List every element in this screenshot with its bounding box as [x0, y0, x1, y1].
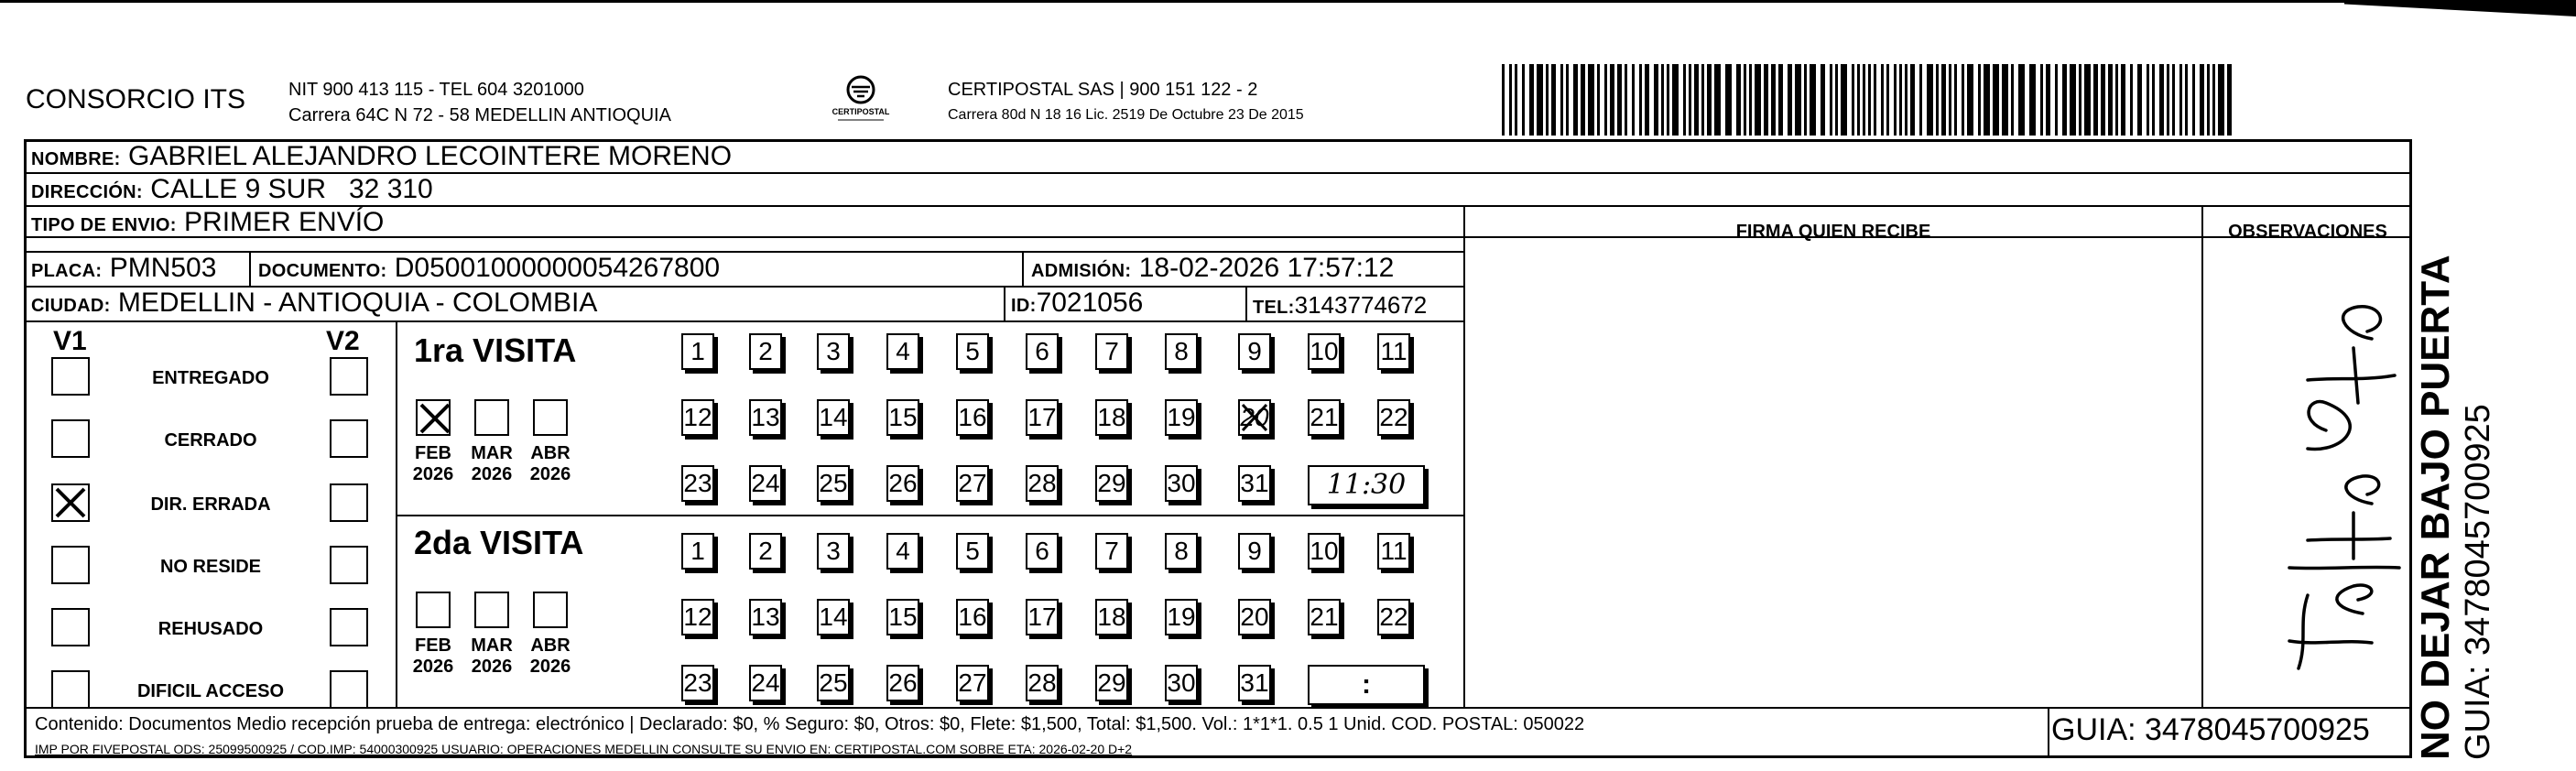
second-visit-title: 2da VISITA: [414, 524, 584, 561]
admision-label: ADMISIÓN:: [1031, 261, 1132, 281]
direccion-row: [31, 176, 433, 206]
month-name: MAR: [471, 635, 513, 656]
day-box[interactable]: 28: [1026, 665, 1059, 701]
day-box[interactable]: 20: [1238, 599, 1271, 635]
month-checkbox[interactable]: [416, 399, 451, 436]
status-label: ENTREGADO: [152, 368, 269, 388]
barcode-bar: [2084, 64, 2091, 136]
row-divider: [24, 707, 2412, 709]
day-box[interactable]: 19: [1165, 599, 1198, 635]
day-box[interactable]: 3: [817, 533, 850, 570]
col-divider: [1245, 286, 1247, 320]
col-divider: [1004, 286, 1005, 320]
month-year: 2026: [412, 657, 454, 677]
sender-address: Carrera 64C N 72 - 58 MEDELLIN ANTIOQUIA: [288, 105, 671, 125]
month-checkbox[interactable]: [533, 399, 568, 436]
col-divider: [2201, 207, 2203, 707]
month-label: [406, 635, 461, 678]
month-name: ABR: [530, 443, 571, 463]
time-box[interactable]: 11:30: [1308, 465, 1425, 505]
id-row: [1011, 289, 1143, 320]
status-label: DIR. ERRADA: [150, 494, 271, 515]
placa-row: [31, 255, 216, 285]
month-name: FEB: [415, 635, 451, 656]
month-label: [464, 635, 519, 678]
day-box[interactable]: 17: [1026, 599, 1059, 635]
month-label: [464, 443, 519, 485]
documento-value: D05001000000054267800: [394, 253, 721, 283]
day-box[interactable]: 25: [817, 465, 850, 502]
row-divider: [24, 320, 1465, 322]
admision-row: [1031, 255, 1394, 285]
v2-checkbox[interactable]: [330, 357, 368, 396]
barcode-gap: [2232, 64, 2234, 136]
barcode-bar: [1588, 64, 1594, 136]
day-box[interactable]: 11: [1377, 333, 1410, 370]
month-checkbox[interactable]: [474, 592, 509, 628]
day-box[interactable]: 27: [956, 465, 989, 502]
v1-checkbox[interactable]: [51, 546, 90, 584]
day-box[interactable]: 15: [886, 599, 919, 635]
nombre-label: NOMBRE:: [31, 149, 121, 169]
month-label: [523, 443, 578, 485]
day-box[interactable]: 16: [956, 599, 989, 635]
day-box[interactable]: 16: [956, 399, 989, 436]
month-label: [406, 443, 461, 485]
day-box[interactable]: 5: [956, 533, 989, 570]
v1-checkbox[interactable]: [51, 357, 90, 396]
day-box[interactable]: 23: [681, 665, 714, 701]
ciudad-value: MEDELLIN - ANTIOQUIA - COLOMBIA: [117, 288, 598, 318]
barcode-bar: [2018, 64, 2025, 136]
tel-row: [1253, 291, 1427, 321]
nombre-row: [31, 143, 732, 173]
day-box[interactable]: 15: [886, 399, 919, 436]
first-visit-title: 1ra VISITA: [414, 331, 577, 369]
tipo-value: PRIMER ENVÍO: [184, 207, 385, 237]
barcode-bar: [1755, 64, 1761, 136]
month-checkbox[interactable]: [416, 592, 451, 628]
day-box[interactable]: 8: [1165, 333, 1198, 370]
month-name: MAR: [471, 443, 513, 463]
v1-checkbox[interactable]: [51, 483, 90, 522]
status-label: REHUSADO: [158, 619, 264, 639]
v1-checkbox[interactable]: [51, 419, 90, 458]
day-box[interactable]: 8: [1165, 533, 1198, 570]
day-box[interactable]: 19: [1165, 399, 1198, 436]
logo-caption: CERTIPOSTAL: [831, 107, 890, 116]
side-guia-text: GUIA: 3478045700925: [2459, 404, 2497, 760]
sender-nit: NIT 900 413 115 - TEL 604 3201000: [288, 80, 584, 100]
day-box[interactable]: 14: [817, 399, 850, 436]
v2-checkbox[interactable]: [330, 483, 368, 522]
col-divider: [396, 320, 397, 707]
day-box[interactable]: 5: [956, 333, 989, 370]
month-name: FEB: [415, 443, 451, 463]
observaciones-header: OBSERVACIONES: [2228, 222, 2387, 242]
v2-checkbox[interactable]: [330, 419, 368, 458]
day-box[interactable]: 20: [1238, 399, 1271, 436]
day-box[interactable]: 3: [817, 333, 850, 370]
col-divider: [1463, 207, 1465, 707]
status-label: NO RESIDE: [159, 557, 262, 577]
barcode-bar: [1795, 64, 1801, 136]
v1-title: V1: [53, 326, 87, 356]
barcode-bar: [1841, 64, 1847, 136]
documento-row: [258, 255, 720, 285]
v1-checkbox[interactable]: [51, 670, 90, 709]
barcode-bar: [2029, 64, 2036, 136]
day-box[interactable]: 13: [749, 599, 782, 635]
observaciones-handwriting: [2271, 293, 2418, 682]
day-box[interactable]: 7: [1095, 533, 1128, 570]
day-box[interactable]: 12: [681, 599, 714, 635]
barcode-bar: [1714, 64, 1721, 136]
placa-label: PLACA:: [31, 261, 103, 281]
month-year: 2026: [471, 464, 513, 484]
col-divider: [2048, 707, 2049, 758]
day-box[interactable]: 28: [1026, 465, 1059, 502]
day-box[interactable]: 27: [956, 665, 989, 701]
barcode-bar: [2218, 64, 2224, 136]
barcode: [1502, 64, 2244, 136]
day-box[interactable]: 30: [1165, 665, 1198, 701]
status-label: CERRADO: [164, 430, 257, 451]
day-box[interactable]: 13: [749, 399, 782, 436]
day-box[interactable]: 17: [1026, 399, 1059, 436]
day-box[interactable]: 10: [1308, 333, 1341, 370]
month-checkbox[interactable]: [533, 592, 568, 628]
direccion-label: DIRECCIÓN:: [31, 182, 143, 202]
day-box[interactable]: 2: [749, 533, 782, 570]
day-box[interactable]: 2: [749, 333, 782, 370]
day-box[interactable]: 22: [1377, 599, 1410, 635]
courier-name: CERTIPOSTAL SAS | 900 151 122 - 2: [948, 80, 1258, 100]
side-notice-text: NO DEJAR BAJO PUERTA: [2413, 255, 2458, 760]
barcode-bar: [1537, 64, 1543, 136]
v2-checkbox[interactable]: [330, 546, 368, 584]
side-notice: [2414, 192, 2542, 760]
day-box[interactable]: 25: [817, 665, 850, 701]
day-box[interactable]: 6: [1026, 533, 1059, 570]
certipostal-logo-icon: [829, 73, 893, 123]
col-divider: [249, 251, 251, 286]
courier-info: [948, 77, 1304, 128]
placa-value: PMN503: [109, 253, 217, 283]
day-box[interactable]: 7: [1095, 333, 1128, 370]
day-box[interactable]: 18: [1095, 399, 1128, 436]
day-box[interactable]: 4: [886, 533, 919, 570]
day-box[interactable]: 29: [1095, 665, 1128, 701]
day-box[interactable]: 10: [1308, 533, 1341, 570]
month-label: [523, 635, 578, 678]
direccion-value: CALLE 9 SUR 32 310: [150, 174, 433, 204]
firma-header: FIRMA QUIEN RECIBE: [1735, 222, 1931, 242]
tipo-label: TIPO DE ENVIO:: [31, 215, 177, 235]
v2-checkbox[interactable]: [330, 608, 368, 646]
month-name: ABR: [530, 635, 571, 656]
barcode-bar: [1967, 64, 1973, 136]
day-box[interactable]: 18: [1095, 599, 1128, 635]
sender-info: [288, 77, 671, 128]
day-box[interactable]: 30: [1165, 465, 1198, 502]
day-box[interactable]: 26: [886, 665, 919, 701]
barcode-bar: [1810, 64, 1816, 136]
day-box[interactable]: 4: [886, 333, 919, 370]
ciudad-label: CIUDAD:: [31, 296, 111, 316]
nombre-value: GABRIEL ALEJANDRO LECOINTERE MORENO: [128, 141, 733, 171]
barcode-bar: [1672, 64, 1679, 136]
footer-content: Contenido: Documentos Medio recepción prueba de entrega: electrónico | Declarado: $0, % Seguro: $0, Otros: $0, Flete: $1,500, Total: $1,500. Vol.: 1*1*1. 0.5 1 Unid. COD. POSTAL: 050022: [35, 714, 1585, 734]
barcode-bar: [1725, 64, 1732, 136]
tel-value: 3143774672: [1294, 291, 1428, 319]
day-box[interactable]: 12: [681, 399, 714, 436]
day-box[interactable]: 31: [1238, 465, 1271, 502]
day-box[interactable]: 31: [1238, 665, 1271, 701]
barcode-bar: [1993, 64, 1999, 136]
day-box[interactable]: 21: [1308, 399, 1341, 436]
id-label: ID:: [1011, 296, 1037, 316]
top-right-corner-mark: [2344, 0, 2576, 16]
status-label: DIFICIL ACCESO: [136, 681, 284, 701]
row-divider: [396, 515, 1465, 516]
day-box[interactable]: 21: [1308, 599, 1341, 635]
v2-checkbox[interactable]: [330, 670, 368, 709]
day-box[interactable]: 9: [1238, 533, 1271, 570]
courier-address: Carrera 80d N 18 16 Lic. 2519 De Octubre 23 De 2015: [948, 107, 1304, 123]
month-year: 2026: [529, 657, 571, 677]
col-divider: [1022, 251, 1024, 286]
day-box[interactable]: 9: [1238, 333, 1271, 370]
day-box[interactable]: 1: [681, 533, 714, 570]
brand-name: CONSORCIO ITS: [26, 84, 246, 114]
ciudad-row: [31, 289, 597, 320]
top-border-line: [0, 0, 2576, 5]
month-year: 2026: [471, 657, 513, 677]
v2-title: V2: [326, 326, 360, 356]
day-box[interactable]: 11: [1377, 533, 1410, 570]
day-box[interactable]: 24: [749, 665, 782, 701]
footer-print-info: IMP POR FIVEPOSTAL ODS: 25099500925 / COD.IMP: 54000300925 USUARIO: OPERACIONES MEDELLIN CONSULTE SU ENVIO EN: CERTIPOSTAL.COM SOBRE ETA: 2026-02-20 D+2: [35, 742, 1133, 756]
day-box[interactable]: 26: [886, 465, 919, 502]
day-box[interactable]: 24: [749, 465, 782, 502]
footer-guia: GUIA: 3478045700925: [2051, 712, 2370, 747]
day-box[interactable]: 1: [681, 333, 714, 370]
tipo-row: [31, 209, 384, 239]
day-box[interactable]: 23: [681, 465, 714, 502]
id-value: 7021056: [1036, 288, 1144, 318]
day-box[interactable]: 22: [1377, 399, 1410, 436]
documento-label: DOCUMENTO:: [258, 261, 387, 281]
barcode-bar: [1927, 64, 1933, 136]
time-box[interactable]: :: [1308, 665, 1425, 705]
barcode-bar: [2070, 64, 2076, 136]
day-box[interactable]: 29: [1095, 465, 1128, 502]
day-box[interactable]: 14: [817, 599, 850, 635]
month-year: 2026: [529, 464, 571, 484]
tel-label: TEL:: [1253, 298, 1295, 318]
month-checkbox[interactable]: [474, 399, 509, 436]
month-year: 2026: [412, 464, 454, 484]
barcode-bar: [1984, 64, 1990, 136]
barcode-bar: [2002, 64, 2008, 136]
day-box[interactable]: 6: [1026, 333, 1059, 370]
admision-value: 18-02-2026 17:57:12: [1138, 253, 1395, 283]
v1-checkbox[interactable]: [51, 608, 90, 646]
